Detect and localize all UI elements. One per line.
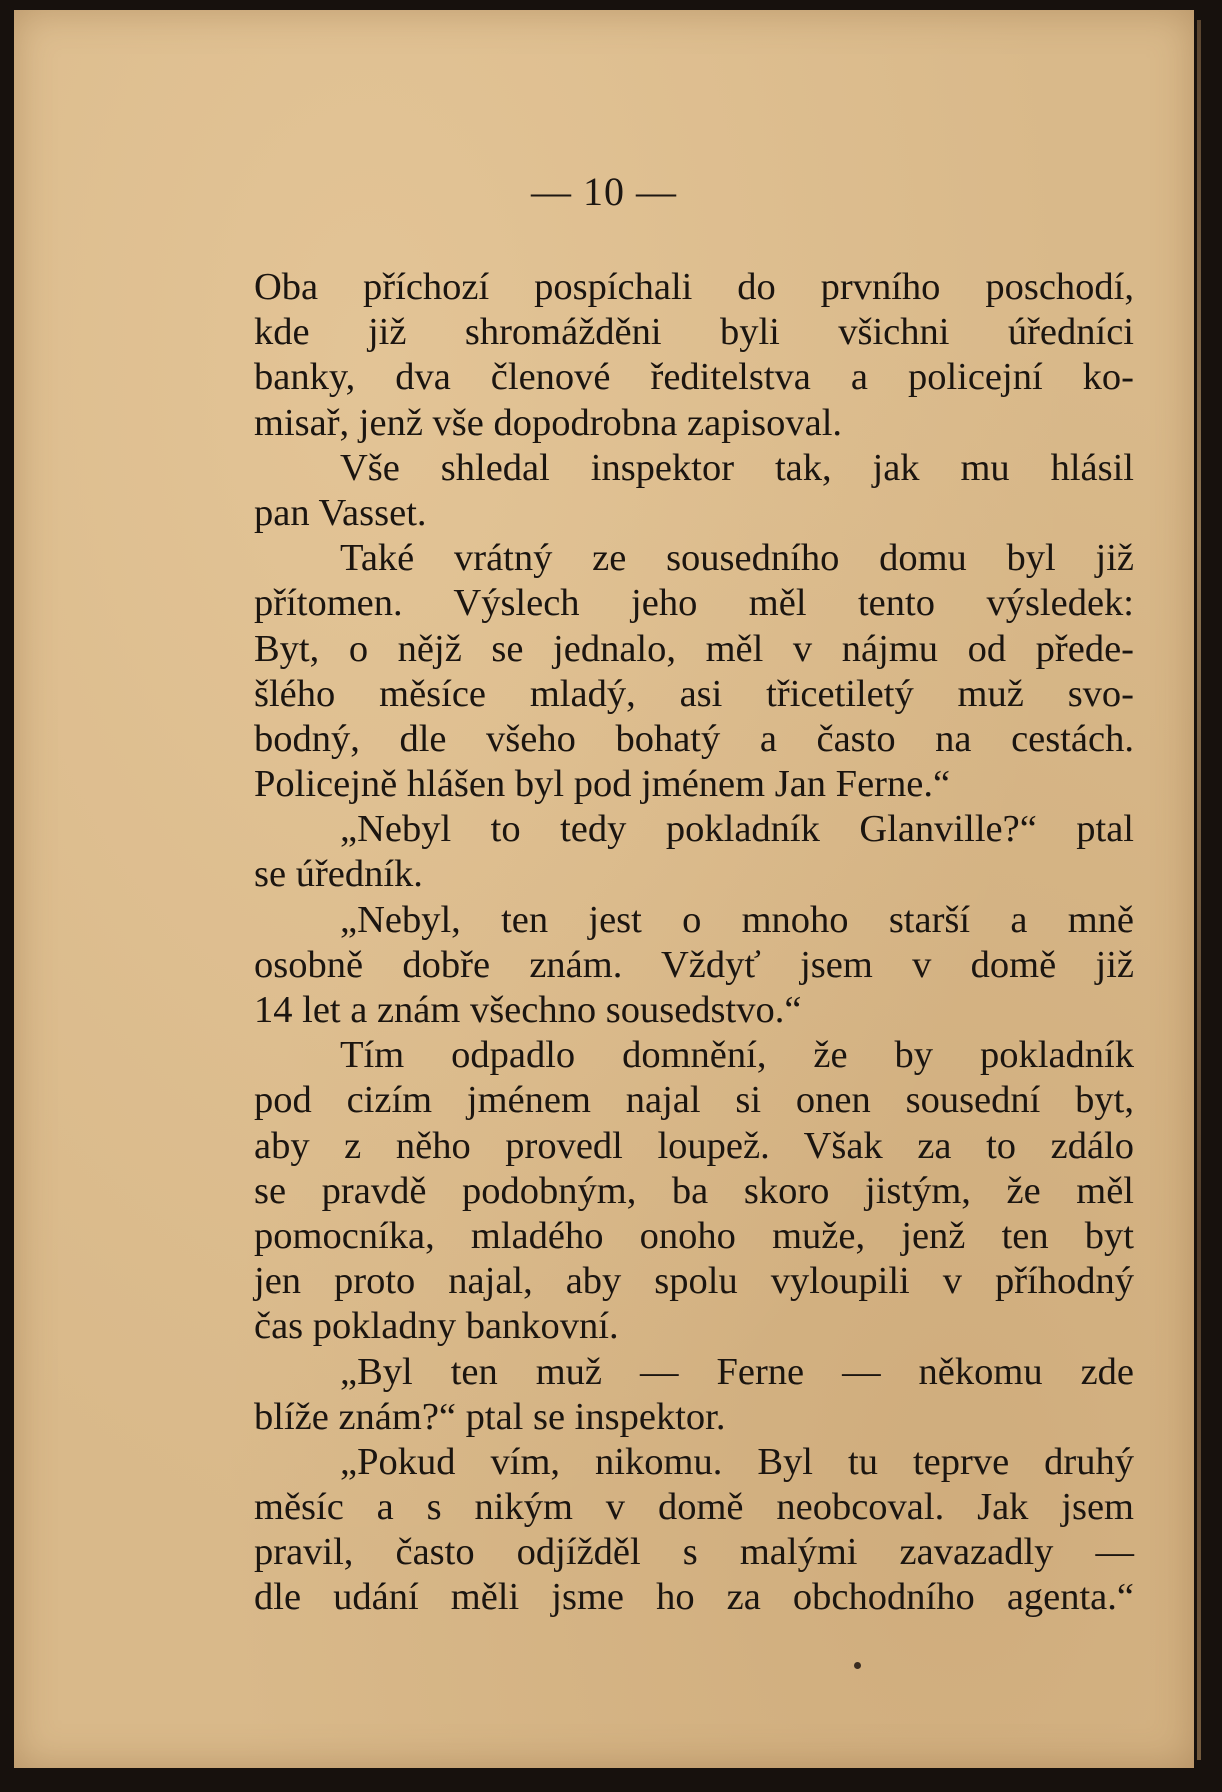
paragraph xyxy=(254,1440,1134,1621)
text-line: bodný, dle všeho bohatý a často na cestách. xyxy=(254,717,1134,760)
text-line: šlého měsíce mladý, asi třicetiletý muž svo- xyxy=(254,672,1134,715)
paragraph xyxy=(254,265,1134,446)
paragraph xyxy=(254,1350,1134,1440)
text-line: „Nebyl to tedy pokladník Glanville?“ ptal xyxy=(340,808,1134,851)
paragraph xyxy=(254,1033,1134,1349)
text-line: Vše shledal inspektor tak, jak mu hlásil xyxy=(340,446,1134,489)
text-line: Policejně hlášen byl pod jménem Jan Ferne.“ xyxy=(254,763,951,806)
text-line: misař, jenž vše dopodrobna zapisoval. xyxy=(254,401,843,444)
text-line: Tím odpadlo domnění, že by pokladník xyxy=(340,1034,1134,1077)
text-line: Oba příchozí pospíchali do prvního poschodí, xyxy=(254,266,1134,308)
text-line: pan Vasset. xyxy=(254,491,427,534)
ink-speck xyxy=(854,1662,861,1669)
text-line: „Byl ten muž — Ferne — někomu zde xyxy=(340,1350,1134,1393)
page-edge-shadow xyxy=(1197,20,1201,1760)
text-line: se úředník. xyxy=(254,853,423,896)
text-line: přítomen. Výslech jeho měl tento výsledek: xyxy=(254,582,1134,625)
text-line: jen proto najal, aby spolu vyloupili v příhodný xyxy=(254,1260,1134,1303)
text-line: Také vrátný ze sousedního domu byl již xyxy=(340,537,1134,580)
text-line: se pravdě podobným, ba skoro jistým, že měl xyxy=(254,1169,1134,1212)
text-line: kde již shromážděni byli všichni úředníci xyxy=(254,311,1134,354)
text-line: „Nebyl, ten jest o mnoho starší a mně xyxy=(340,898,1134,941)
paragraph xyxy=(254,536,1134,807)
paragraph xyxy=(254,898,1134,1034)
text-line: banky, dva členové ředitelstva a policejní ko- xyxy=(254,356,1134,399)
text-line: Byt, o nějž se jednalo, měl v nájmu od přede- xyxy=(254,627,1134,670)
text-line: měsíc a s nikým v domě neobcoval. Jak jsem xyxy=(254,1486,1134,1529)
paragraph xyxy=(254,807,1134,897)
text-line: pod cizím jménem najal si onen sousední byt, xyxy=(254,1079,1134,1122)
text-line: blíže znám?“ ptal se inspektor. xyxy=(254,1395,726,1438)
text-line: osobně dobře znám. Vždyť jsem v domě již xyxy=(254,943,1134,986)
book-page xyxy=(14,10,1194,1768)
page-number: — 10 — xyxy=(531,169,677,214)
text-line: dle udání měli jsme ho za obchodního agenta.“ xyxy=(254,1576,1134,1619)
text-line: 14 let a znám všechno sousedstvo.“ xyxy=(254,989,802,1031)
text-line: aby z něho provedl loupež. Však za to zdálo xyxy=(254,1124,1134,1167)
paragraph xyxy=(254,446,1134,536)
text-line: pomocníka, mladého onoho muže, jenž ten byt xyxy=(254,1214,1134,1257)
page-body-text xyxy=(254,265,1134,1621)
text-line: „Pokud vím, nikomu. Byl tu teprve druhý xyxy=(340,1440,1134,1483)
text-line: čas pokladny bankovní. xyxy=(254,1305,619,1348)
text-line: pravil, často odjížděl s malými zavazadly — xyxy=(254,1531,1134,1574)
